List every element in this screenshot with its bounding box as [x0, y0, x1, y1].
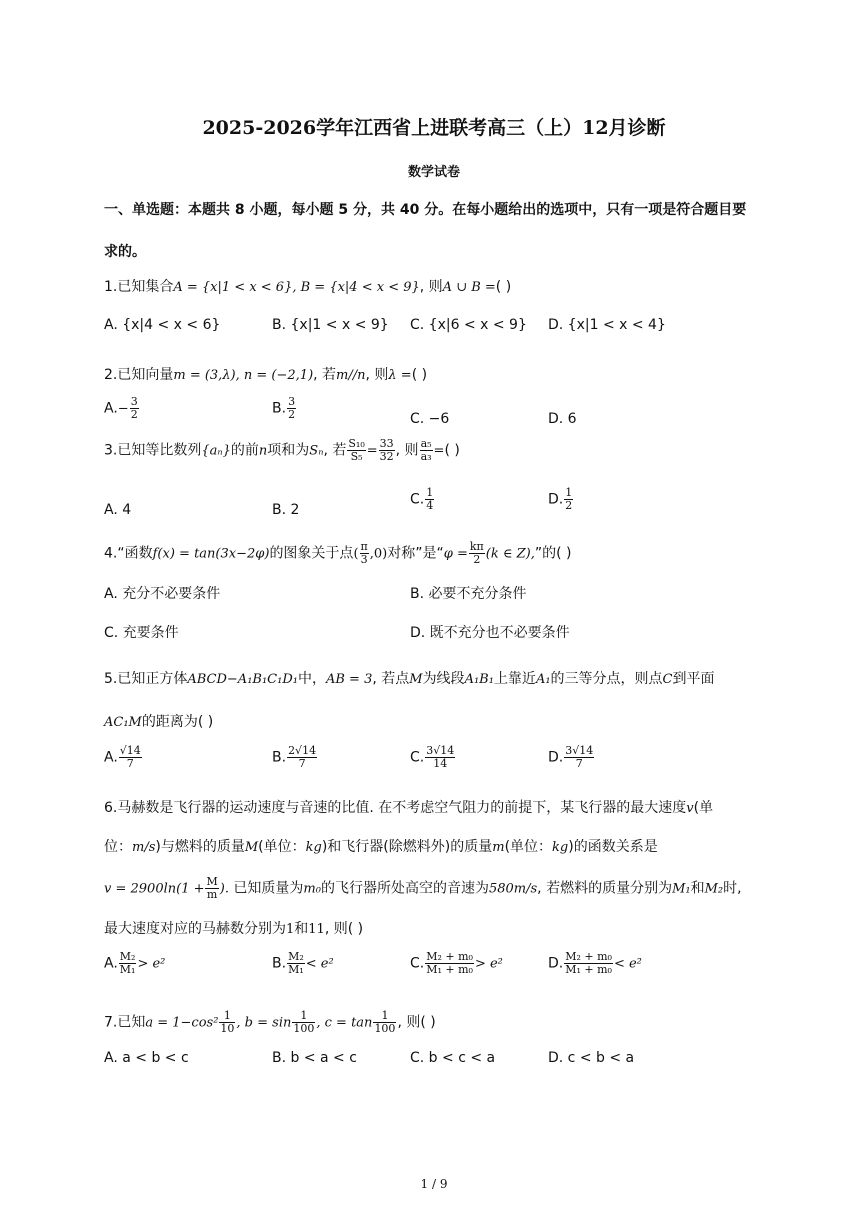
q6-M: M — [244, 840, 259, 855]
section-heading-line2: 求的。 — [104, 244, 146, 260]
q7-pre: 7.已知 — [104, 1014, 146, 1031]
question-5 — [104, 668, 715, 688]
q5-plane: AC₁M — [104, 715, 142, 730]
q1-expr2: A ∪ B = — [442, 280, 496, 295]
q6-l3d: 和 — [690, 880, 705, 897]
q6-l2d: )和飞行器(除燃料外)的质量 — [321, 839, 493, 855]
q6-one: 1 — [286, 922, 295, 937]
question-6-line3 — [104, 876, 742, 901]
q5-a1: A₁ — [535, 672, 551, 687]
question-5-line2 — [104, 711, 213, 731]
q4-option-d: D. 既不充分也不必要条件 — [410, 625, 570, 641]
q7-post: , 则( ) — [397, 1014, 436, 1031]
q3-frac1: $\frac{\text{S₁₀}}{\text{S₅}}$ — [348, 437, 365, 463]
q7-b-pre: , b = sin — [236, 1015, 292, 1031]
q5-opt-a-frac: $\frac{√14}{7}$ — [119, 744, 141, 770]
q6-M2: M₂ — [704, 881, 724, 897]
q6-l2b: )与燃料的质量 — [155, 839, 245, 855]
q4-pt-rest: ,0) — [369, 546, 388, 562]
q2-opt-b-frac: $\frac{3}{2}$ — [288, 395, 296, 421]
q5-mid3: 为线段 — [422, 671, 465, 687]
q7-c-frac: $\frac{1}{100}$ — [374, 1009, 396, 1035]
q6-m: m — [492, 840, 505, 855]
q5-m: M — [409, 672, 423, 687]
q1-post: ( ) — [495, 279, 512, 295]
q3-frac3: $\frac{\text{a₅}}{\text{a₃}}$ — [420, 437, 432, 463]
q4-phi: φ = — [443, 546, 468, 562]
q6-option-b — [272, 951, 334, 976]
q5-opt-b-label: B. — [272, 749, 287, 766]
q4-fx: f(x) = tan(3x−2φ) — [152, 546, 270, 562]
q6-eleven: 11 — [308, 922, 325, 937]
q6-l3c: , 若燃料的质量分别为 — [537, 880, 673, 897]
q2-opt-b-label: B. — [272, 400, 287, 417]
q5-mid: 中， — [297, 671, 326, 687]
q6-formula-pre: v = 2900ln(1 + — [104, 881, 205, 897]
q4-pre: 4.“函数 — [104, 545, 153, 562]
q7-option-a: A. a < b < c — [104, 1050, 189, 1066]
q4-option-b: B. 必要不充分条件 — [410, 586, 527, 602]
q5-ab: AB = 3 — [325, 672, 373, 687]
question-7 — [104, 1010, 436, 1035]
q6-l4c: , 则( ) — [324, 921, 364, 937]
q6-opt-a-label: A. — [104, 955, 118, 972]
q1-option-d: D. {x|1 < x < 4} — [548, 317, 666, 333]
q5-line2-post: 的距离为( ) — [141, 714, 214, 730]
q2-option-c: C. −6 — [410, 411, 450, 427]
q6-opt-d-rel: < e² — [613, 956, 642, 972]
q3-s: Sₙ — [309, 443, 324, 459]
q2-post: ( ) — [411, 367, 428, 383]
q6-M1: M₁ — [672, 881, 691, 897]
q5-opt-b-frac: $\frac{2√14}{7}$ — [288, 744, 317, 770]
q5-pre: 5.已知正方体 — [104, 671, 188, 687]
question-3 — [104, 438, 460, 463]
q7-option-d: D. c < b < a — [548, 1050, 635, 1066]
q3-opt-d-frac: $\frac{1}{2}$ — [565, 486, 573, 512]
q5-c: C — [662, 672, 673, 687]
q7-b-frac: $\frac{1}{100}$ — [293, 1009, 315, 1035]
q7-option-b: B. b < a < c — [272, 1050, 357, 1066]
q4-post: ”的( ) — [534, 545, 572, 562]
q2-opt-a-frac: $\frac{3}{2}$ — [130, 395, 138, 421]
q6-m0: m₀ — [303, 881, 321, 897]
q6-opt-b-label: B. — [272, 955, 287, 972]
q5-opt-c-frac: $\frac{3√14}{14}$ — [426, 744, 455, 770]
q6-unit2: kg — [305, 840, 322, 855]
q6-option-d — [548, 951, 642, 976]
q5-mid4: 上靠近 — [493, 671, 536, 687]
q3-opt-d-label: D. — [548, 491, 564, 508]
q6-unit3: kg — [552, 840, 569, 855]
q3-option-d — [548, 487, 574, 512]
q5-option-d — [548, 745, 595, 770]
q7-option-c: C. b < c < a — [410, 1050, 496, 1066]
question-2 — [104, 364, 427, 384]
q1-option-a: A. {x|4 < x < 6} — [104, 317, 221, 333]
q3-mid3: , 若 — [323, 442, 347, 459]
q7-a-frac: $\frac{1}{10}$ — [220, 1009, 235, 1035]
q6-l3e: 时, — [723, 880, 742, 897]
q5-opt-d-frac: $\frac{3√14}{7}$ — [565, 744, 594, 770]
q2-mid: , 若 — [313, 367, 337, 383]
q6-opt-c-label: C. — [410, 955, 425, 972]
q1-expr: A = {x|1 < x < 6}, B = {x|4 < x < 9} — [173, 280, 420, 295]
q6-line1-pre: 6.马赫数是飞行器的运动速度与音速的比值. 在不考虑空气阻力的前提下，某飞行器的最大速度 — [104, 800, 687, 816]
q3-post: ( ) — [444, 442, 460, 459]
q3-option-a: A. 4 — [104, 502, 132, 518]
q2-expr: m = (3,λ), n = (−2,1) — [173, 368, 314, 383]
q5-mid5: 的三等分点，则点 — [550, 671, 663, 687]
q6-v: v — [686, 801, 694, 816]
q3-opt-c-frac: $\frac{1}{4}$ — [426, 486, 434, 512]
q5-seg: A₁B₁ — [464, 672, 494, 687]
q5-option-b — [272, 745, 318, 770]
q4-k-rest: (k ∈ Z), — [485, 546, 535, 562]
q2-option-d: D. 6 — [548, 411, 577, 427]
q2-pre: 2.已知向量 — [104, 367, 174, 383]
q2-expr2: m//n — [336, 368, 366, 383]
q3-n: n — [258, 443, 268, 459]
q5-option-a — [104, 745, 143, 770]
q3-pre: 3.已知等比数列 — [104, 442, 202, 459]
q6-l2f: )的函数关系是 — [568, 839, 658, 855]
q3-seq: {aₙ} — [201, 443, 231, 459]
q6-l3b: 的飞行器所处高空的音速为 — [320, 880, 489, 897]
q5-option-c — [410, 745, 456, 770]
q6-opt-a-frac: $\frac{\text{M₂}}{\text{M₁}}$ — [119, 950, 136, 976]
q6-opt-b-frac: $\frac{\text{M₂}}{\text{M₁}}$ — [288, 950, 304, 976]
page-number: 1 / 9 — [420, 1177, 448, 1191]
q6-line1-post: (单 — [693, 800, 714, 816]
q6-l3a: 已知质量为 — [228, 880, 304, 897]
q3-eq: = — [366, 443, 378, 459]
q3-option-b: B. 2 — [272, 502, 300, 518]
q6-opt-d-label: D. — [548, 955, 564, 972]
q5-opt-c-label: C. — [410, 749, 425, 766]
q3-mid: 的前 — [230, 442, 259, 459]
q2-opt-a-sign: − — [117, 401, 129, 417]
q2-option-a — [104, 396, 140, 421]
q2-option-b — [272, 396, 297, 421]
q6-formula-post: ). — [219, 881, 229, 897]
q6-formula-frac: $\frac{M}{m}$ — [206, 875, 218, 901]
question-4: 4.“函数f(x) = tan(3x−2φ)的图象关于点( $\frac{\pi}{3}$ ,0)对称”是“φ = $\frac{k\pi}{2}$ (k ∈ Z),”的( ) — [104, 540, 572, 566]
q6-l2e: (单位： — [504, 839, 553, 855]
q6-opt-c-rel: > e² — [474, 956, 503, 972]
q4-option-c: C. 充要条件 — [104, 625, 179, 641]
q6-opt-d-frac: $\frac{\text{M₂ + m₀}}{\text{M₁ + m₀}}$ — [565, 950, 612, 976]
q6-l2a: 位： — [104, 839, 132, 855]
q7-a-pre: a = 1−cos² — [145, 1015, 219, 1031]
q6-l4a: 最大速度对应的马赫数分别为 — [104, 921, 286, 937]
q6-opt-b-rel: < e² — [305, 956, 334, 972]
section-heading-line1: 一、单选题：本题共 8 小题，每小题 5 分，共 40 分。在每小题给出的选项中，只有一项是符合题目要 — [104, 202, 747, 218]
question-1 — [104, 276, 511, 296]
q2-mid2: , 则 — [365, 367, 389, 383]
q4-mid2: 对称”是“ — [387, 545, 444, 562]
q1-pre: 1.已知集合 — [104, 279, 174, 295]
q7-c-pre: , c = tan — [316, 1015, 373, 1031]
q3-mid2: 项和为 — [267, 442, 310, 459]
q5-opt-a-label: A. — [104, 749, 118, 766]
page-title: 2025-2026学年江西省上进联考高三（上）12月诊断 — [202, 117, 666, 139]
q3-eq2: = — [433, 443, 445, 459]
q2-expr3: λ = — [388, 368, 412, 383]
q5-opt-d-label: D. — [548, 749, 564, 766]
q3-option-c — [410, 487, 435, 512]
q6-option-a — [104, 951, 165, 976]
question-6-line1 — [104, 797, 713, 817]
q4-k-frac: $\frac{k\pi}{2}$ — [469, 540, 484, 566]
q4-option-a: A. 充分不必要条件 — [104, 586, 221, 602]
q4-mid: 的图象关于点 — [269, 545, 354, 562]
q6-opt-a-rel: > e² — [137, 956, 166, 972]
q5-cube: ABCD−A₁B₁C₁D₁ — [187, 672, 298, 687]
page-subtitle: 数学试卷 — [407, 165, 460, 180]
q6-opt-c-frac: $\frac{\text{M₂ + m₀}}{\text{M₁ + m₀}}$ — [426, 950, 473, 976]
q6-l2c: (单位： — [258, 839, 306, 855]
q3-mid4: , 则 — [395, 442, 419, 459]
q6-unit1: m/s — [132, 840, 156, 855]
question-6-line2 — [104, 836, 658, 856]
q6-speed: 580m/s — [488, 881, 538, 897]
q3-frac2: $\frac{33}{32}$ — [379, 437, 394, 463]
q6-l4b: 和 — [294, 921, 309, 937]
q5-mid6: 到平面 — [672, 671, 715, 687]
q1-mid: , 则 — [419, 279, 443, 295]
q1-option-c: C. {x|6 < x < 9} — [410, 317, 527, 333]
q5-mid2: , 若点 — [372, 671, 410, 687]
question-6-line4 — [104, 918, 363, 938]
q2-opt-a-label: A. — [104, 400, 118, 417]
q4-point-frac: $\frac{\pi}{3}$ — [360, 540, 368, 566]
q6-option-c — [410, 951, 503, 976]
q1-option-b: B. {x|1 < x < 9} — [272, 317, 389, 333]
q3-opt-c-label: C. — [410, 491, 425, 508]
